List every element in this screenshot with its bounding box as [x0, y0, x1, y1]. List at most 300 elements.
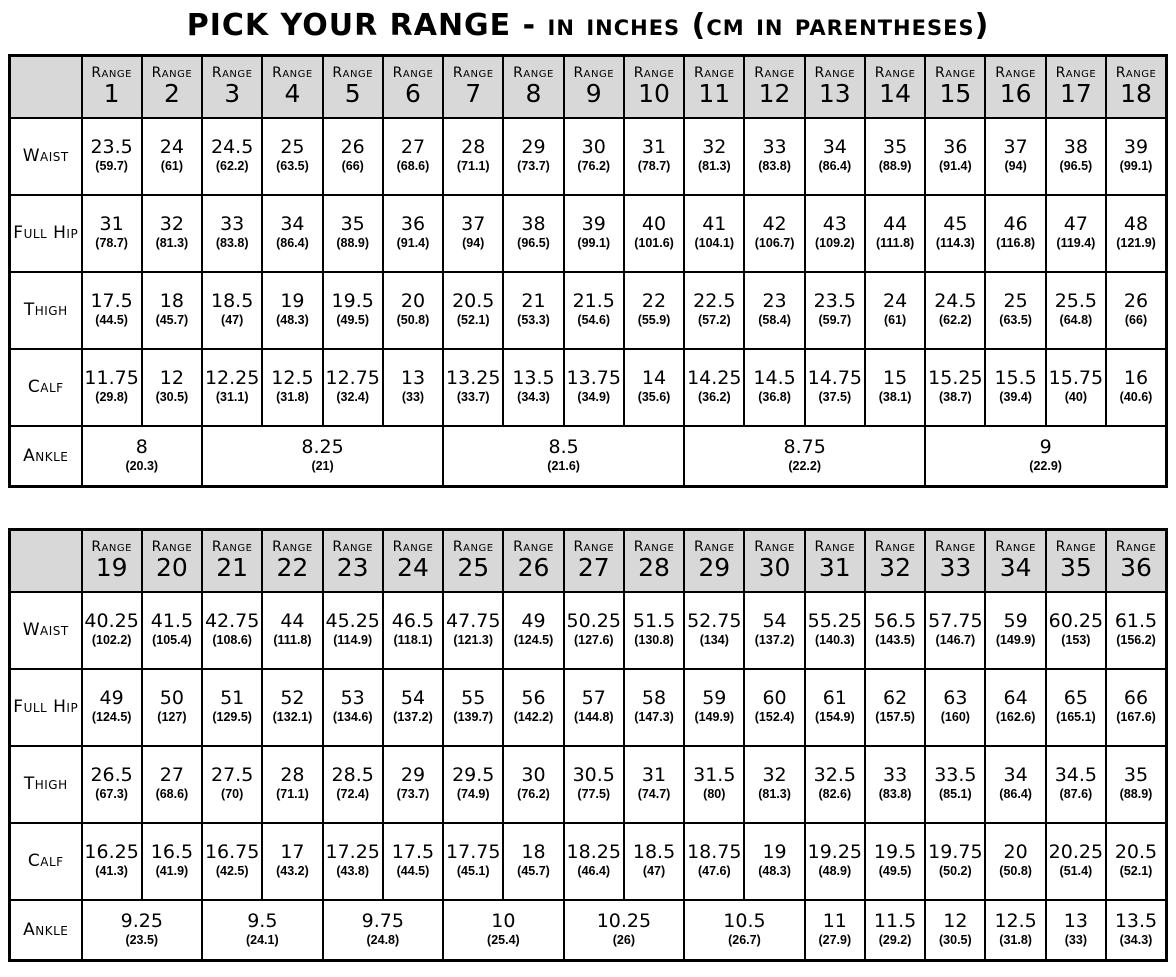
range-number: 29	[698, 553, 731, 583]
range-number: 10	[638, 79, 670, 109]
inches-value: 23.5	[813, 290, 856, 313]
cm-value: (48.3)	[276, 313, 309, 328]
row-label-waist: Waist	[10, 592, 82, 669]
cm-value: (57.2)	[697, 313, 731, 328]
cm-value: (124.5)	[513, 633, 554, 648]
range-number: 19	[95, 553, 128, 583]
cm-value: (82.6)	[818, 787, 852, 802]
inches-value: 15.75	[1048, 367, 1104, 390]
inches-value: 33	[220, 213, 245, 236]
measurement-cell	[744, 592, 804, 669]
cm-value: (73.7)	[517, 159, 550, 174]
size-table-ranges-1-18	[8, 54, 1168, 488]
measurement-cell	[1106, 592, 1166, 669]
cm-value: (20.3)	[125, 458, 159, 473]
range-word: Range	[513, 64, 554, 81]
cm-value: (22.2)	[788, 458, 822, 473]
measurement-cell	[443, 823, 503, 900]
cm-value: (167.6)	[1116, 710, 1156, 725]
cm-value: (86.4)	[818, 159, 852, 174]
cm-value: (146.7)	[935, 633, 976, 648]
cm-value: (74.9)	[456, 787, 490, 802]
inches-value: 19.5	[873, 841, 917, 864]
measurement-cell	[805, 195, 865, 272]
measurement-cell	[82, 349, 142, 426]
range-header	[564, 530, 624, 592]
cm-value: (80)	[703, 787, 726, 802]
range-number: 34	[999, 553, 1032, 583]
range-number: 14	[879, 79, 911, 109]
measurement-cell	[142, 272, 202, 349]
inches-value: 18.5	[632, 841, 676, 864]
inches-value: 53	[340, 687, 365, 710]
inches-value: 24	[159, 136, 184, 159]
inches-value: 32	[159, 213, 184, 236]
inches-value: 25	[1003, 290, 1028, 313]
cm-value: (31.8)	[276, 390, 309, 405]
cm-value: (81.3)	[155, 236, 189, 251]
measurement-cell	[503, 746, 563, 823]
range-word: Range	[211, 64, 253, 81]
range-number: 21	[216, 553, 249, 583]
inches-value: 33	[762, 136, 787, 159]
measurement-cell	[985, 746, 1045, 823]
measurement-cell	[925, 823, 985, 900]
cm-value: (59.7)	[95, 159, 128, 174]
inches-value: 35	[340, 213, 365, 236]
table-row-ankle	[10, 900, 1167, 961]
measurement-cell	[925, 272, 985, 349]
inches-value: 62	[882, 687, 908, 710]
cm-value: (34.9)	[577, 390, 611, 405]
cm-value: (27.9)	[818, 932, 852, 947]
table-row-full-hip	[10, 669, 1167, 746]
measurement-cell	[684, 118, 744, 195]
measurement-cell	[202, 272, 262, 349]
measurement-cell	[503, 669, 563, 746]
measurement-cell	[262, 592, 322, 669]
range-header	[262, 56, 322, 118]
cm-value: (149.9)	[995, 633, 1036, 648]
measurement-cell	[744, 669, 804, 746]
measurement-cell	[503, 823, 563, 900]
cm-value: (94)	[1004, 159, 1027, 174]
inches-value: 18	[159, 290, 184, 313]
cm-value: (96.5)	[1059, 159, 1093, 174]
range-header	[624, 56, 684, 118]
range-number: 24	[397, 553, 429, 583]
measurement-cell	[865, 592, 925, 669]
inches-value: 18.25	[566, 841, 621, 864]
inches-value: 43	[822, 213, 847, 236]
row-label-ankle: Ankle	[10, 900, 82, 961]
inches-value: 36	[943, 136, 968, 159]
cm-value: (26.7)	[728, 932, 761, 947]
inches-value: 31	[641, 764, 667, 787]
range-number: 17	[1059, 79, 1092, 109]
cm-value: (140.3)	[815, 633, 855, 648]
inches-value: 19.75	[928, 841, 983, 864]
inches-value: 24	[882, 290, 908, 313]
measurement-cell	[262, 195, 322, 272]
measurement-cell	[925, 669, 985, 746]
inches-value: 51	[220, 687, 245, 710]
range-word: Range	[452, 538, 494, 555]
cm-value: (52.1)	[456, 313, 490, 328]
inches-value: 59	[1003, 610, 1028, 633]
measurement-cell	[1106, 349, 1166, 426]
measurement-cell	[805, 272, 865, 349]
range-number: 18	[1120, 79, 1152, 109]
cm-value: (62.2)	[215, 159, 249, 174]
cm-value: (108.6)	[212, 633, 252, 648]
measurement-cell	[202, 900, 323, 961]
inches-value: 30.5	[572, 764, 615, 787]
measurement-cell	[684, 669, 744, 746]
cm-value: (86.4)	[276, 236, 309, 251]
inches-value: 15.25	[928, 367, 983, 390]
inches-value: 28	[461, 136, 486, 159]
row-label-full-hip: Full Hip	[10, 669, 82, 746]
range-header	[82, 56, 142, 118]
row-label-full-hip: Full Hip	[10, 195, 82, 272]
cm-value: (104.1)	[694, 236, 735, 251]
inches-value: 19.5	[331, 290, 374, 313]
inches-value: 14.25	[687, 367, 742, 390]
cm-value: (55.9)	[637, 313, 671, 328]
cm-value: (152.4)	[754, 710, 795, 725]
inches-value: 29	[400, 764, 426, 787]
inches-value: 12.5	[271, 367, 314, 390]
measurement-cell	[624, 669, 684, 746]
cm-value: (160)	[940, 710, 970, 725]
range-number: 7	[465, 79, 482, 109]
cm-value: (77.5)	[577, 787, 611, 802]
cm-value: (38.7)	[939, 390, 972, 405]
inches-value: 16.75	[204, 841, 260, 864]
measurement-cell	[443, 349, 503, 426]
cm-value: (71.1)	[456, 159, 490, 174]
range-word: Range	[995, 538, 1036, 555]
range-number: 28	[638, 553, 670, 583]
measurement-cell	[684, 823, 744, 900]
measurement-cell	[985, 272, 1045, 349]
cm-value: (49.5)	[336, 313, 370, 328]
inches-value: 35	[882, 136, 908, 159]
cm-value: (83.8)	[758, 159, 791, 174]
range-header	[142, 530, 202, 592]
inches-value: 26	[1123, 290, 1149, 313]
range-word: Range	[392, 538, 434, 555]
cm-value: (39.4)	[999, 390, 1032, 405]
table-row-calf	[10, 349, 1167, 426]
range-number: 33	[939, 553, 972, 583]
measurement-cell	[564, 669, 624, 746]
cm-value: (47)	[642, 864, 666, 879]
measurement-cell	[82, 746, 142, 823]
range-header	[1046, 56, 1106, 118]
inches-value: 27.5	[211, 764, 254, 787]
cm-value: (38.1)	[878, 390, 912, 405]
cm-value: (127)	[157, 710, 187, 725]
cm-value: (73.7)	[396, 787, 430, 802]
inches-value: 13.5	[1114, 910, 1158, 933]
inches-value: 9.25	[120, 910, 163, 933]
measurement-cell	[202, 823, 262, 900]
range-number: 26	[517, 553, 550, 583]
cm-value: (67.3)	[95, 787, 128, 802]
cm-value: (31.8)	[999, 932, 1032, 947]
measurement-cell	[503, 592, 563, 669]
inches-value: 34	[280, 213, 305, 236]
measurement-cell	[805, 823, 865, 900]
range-header	[564, 56, 624, 118]
inches-value: 10.5	[723, 910, 766, 933]
measurement-cell	[564, 592, 624, 669]
cm-value: (105.4)	[152, 633, 192, 648]
inches-value: 10	[491, 910, 516, 933]
cm-value: (45.1)	[456, 864, 490, 879]
range-number: 25	[457, 553, 490, 583]
cm-value: (88.9)	[336, 236, 370, 251]
range-header	[443, 56, 503, 118]
inches-value: 60	[762, 687, 787, 710]
inches-value: 17	[280, 841, 305, 864]
measurement-cell	[82, 118, 142, 195]
cm-value: (121.9)	[1116, 236, 1156, 251]
measurement-cell	[503, 118, 563, 195]
cm-value: (66)	[1124, 313, 1148, 328]
range-number: 5	[344, 79, 361, 109]
range-header	[805, 530, 865, 592]
range-word: Range	[332, 538, 373, 555]
inches-value: 11.5	[873, 910, 917, 933]
range-word: Range	[935, 538, 976, 555]
inches-value: 9.5	[247, 910, 278, 933]
cm-value: (36.2)	[697, 390, 731, 405]
range-number: 32	[879, 553, 911, 583]
range-number: 15	[939, 79, 972, 109]
range-header	[865, 530, 925, 592]
inches-value: 39	[1123, 136, 1149, 159]
cm-value: (130.8)	[634, 633, 674, 648]
inches-value: 17.75	[446, 841, 501, 864]
inches-value: 19	[280, 290, 305, 313]
measurement-cell	[1046, 592, 1106, 669]
measurement-cell	[684, 272, 744, 349]
measurement-cell	[443, 195, 503, 272]
inches-value: 45	[943, 213, 968, 236]
range-word: Range	[754, 538, 795, 555]
header-row	[10, 56, 1167, 118]
inches-value: 49	[99, 687, 124, 710]
inches-value: 13.25	[446, 367, 501, 390]
measurement-cell	[323, 272, 383, 349]
range-word: Range	[573, 64, 615, 81]
measurement-cell	[262, 272, 322, 349]
range-number: 31	[818, 553, 851, 583]
inches-value: 38	[521, 213, 546, 236]
range-word: Range	[91, 64, 132, 81]
measurement-cell	[985, 900, 1045, 961]
cm-value: (81.3)	[697, 159, 731, 174]
measurement-cell	[865, 900, 925, 961]
inches-value: 57	[581, 687, 606, 710]
range-word: Range	[693, 64, 735, 81]
range-word: Range	[935, 64, 976, 81]
measurement-cell	[1106, 272, 1166, 349]
measurement-cell	[564, 118, 624, 195]
measurement-cell	[624, 592, 684, 669]
inches-value: 30	[581, 136, 606, 159]
measurement-cell	[323, 592, 383, 669]
range-header	[202, 530, 262, 592]
measurement-cell	[503, 195, 563, 272]
table-row-waist	[10, 592, 1167, 669]
inches-value: 12	[943, 910, 968, 933]
measurement-cell	[564, 349, 624, 426]
range-word: Range	[211, 538, 253, 555]
cm-value: (109.2)	[815, 236, 855, 251]
range-word: Range	[874, 64, 916, 81]
range-number: 23	[336, 553, 369, 583]
measurement-cell	[1106, 118, 1166, 195]
inches-value: 17.5	[391, 841, 435, 864]
cm-value: (106.7)	[754, 236, 795, 251]
inches-value: 55.25	[807, 610, 863, 633]
cm-value: (88.9)	[1119, 787, 1153, 802]
measurement-cell	[262, 823, 322, 900]
inches-value: 44	[280, 610, 305, 633]
inches-value: 8.25	[301, 436, 344, 459]
cm-value: (62.2)	[939, 313, 972, 328]
inches-value: 42	[762, 213, 787, 236]
range-header	[805, 56, 865, 118]
measurement-cell	[624, 823, 684, 900]
range-header	[1046, 530, 1106, 592]
inches-value: 50	[159, 687, 184, 710]
cm-value: (44.5)	[95, 313, 128, 328]
measurement-cell	[925, 195, 985, 272]
range-word: Range	[91, 538, 132, 555]
measurement-cell	[744, 746, 804, 823]
range-header	[684, 530, 744, 592]
measurement-cell	[443, 272, 503, 349]
cm-value: (78.7)	[95, 236, 128, 251]
measurement-cell	[865, 349, 925, 426]
table-row-ankle	[10, 426, 1167, 487]
measurement-cell	[323, 900, 444, 961]
inches-value: 27	[400, 136, 426, 159]
cm-value: (137.2)	[754, 633, 795, 648]
inches-value: 25.5	[1054, 290, 1098, 313]
measurement-cell	[925, 349, 985, 426]
row-label-calf: Calf	[10, 349, 82, 426]
cm-value: (96.5)	[517, 236, 550, 251]
measurement-cell	[684, 900, 805, 961]
cm-value: (23.5)	[125, 932, 159, 947]
range-number: 12	[758, 79, 791, 109]
range-number: 6	[405, 79, 421, 109]
inches-value: 24.5	[934, 290, 977, 313]
range-word: Range	[995, 64, 1036, 81]
inches-value: 20.25	[1048, 841, 1104, 864]
range-header	[383, 530, 443, 592]
measurement-cell	[1046, 823, 1106, 900]
inches-value: 31.5	[693, 764, 736, 787]
range-word: Range	[151, 64, 193, 81]
cm-value: (63.5)	[276, 159, 309, 174]
measurement-cell	[142, 118, 202, 195]
range-word: Range	[272, 538, 313, 555]
cm-value: (53.3)	[517, 313, 550, 328]
inches-value: 54	[400, 687, 426, 710]
measurement-cell	[503, 349, 563, 426]
inches-value: 13	[400, 367, 426, 390]
range-word: Range	[573, 538, 615, 555]
measurement-cell	[1046, 272, 1106, 349]
measurement-cell	[383, 118, 443, 195]
measurement-cell	[805, 349, 865, 426]
cm-value: (142.2)	[513, 710, 554, 725]
cm-value: (87.6)	[1059, 787, 1093, 802]
cm-value: (30.5)	[939, 932, 972, 947]
cm-value: (24.8)	[366, 932, 400, 947]
measurement-cell	[564, 746, 624, 823]
cm-value: (129.5)	[212, 710, 252, 725]
cm-value: (116.8)	[996, 236, 1036, 251]
cm-value: (94)	[462, 236, 485, 251]
range-number: 22	[276, 553, 309, 583]
inches-value: 31	[99, 213, 124, 236]
measurement-cell	[262, 746, 322, 823]
measurement-cell	[985, 195, 1045, 272]
measurement-cell	[1046, 669, 1106, 746]
measurement-cell	[744, 823, 804, 900]
range-header	[443, 530, 503, 592]
measurement-cell	[985, 118, 1045, 195]
measurement-cell	[684, 592, 744, 669]
inches-value: 57.75	[928, 610, 983, 633]
cm-value: (101.6)	[634, 236, 674, 251]
inches-value: 59	[702, 687, 727, 710]
range-word: Range	[633, 64, 675, 81]
cm-value: (147.3)	[634, 710, 674, 725]
range-header	[1106, 530, 1166, 592]
measurement-cell	[624, 272, 684, 349]
inches-value: 58	[641, 687, 667, 710]
cm-value: (47.6)	[697, 864, 731, 879]
measurement-cell	[82, 272, 142, 349]
inches-value: 44	[882, 213, 908, 236]
range-word: Range	[633, 538, 675, 555]
inches-value: 17.25	[325, 841, 380, 864]
cm-value: (37.5)	[818, 390, 852, 405]
row-label-ankle: Ankle	[10, 426, 82, 487]
range-number: 2	[163, 79, 180, 109]
inches-value: 12.5	[994, 910, 1037, 933]
inches-value: 23	[762, 290, 787, 313]
measurement-cell	[202, 195, 262, 272]
measurement-cell	[684, 349, 744, 426]
cm-value: (83.8)	[878, 787, 912, 802]
row-label-thigh: Thigh	[10, 272, 82, 349]
cm-value: (83.8)	[215, 236, 249, 251]
measurement-cell	[142, 592, 202, 669]
measurement-cell	[744, 349, 804, 426]
range-header	[985, 56, 1045, 118]
row-label-thigh: Thigh	[10, 746, 82, 823]
